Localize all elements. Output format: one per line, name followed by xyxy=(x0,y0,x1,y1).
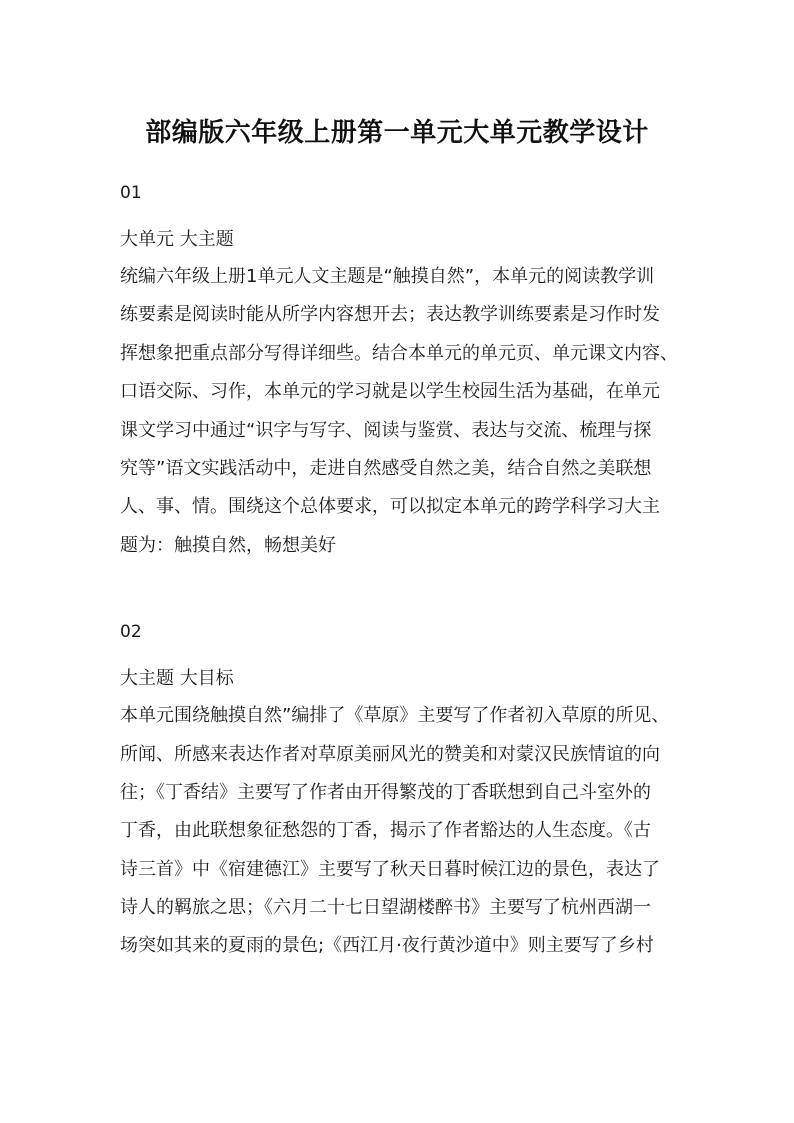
paragraph-line: 口语交际、习作，本单元的学习就是以学生校园生活为基础，在单元 xyxy=(120,381,660,403)
paragraph-line: 诗人的羁旅之思；《六月二十七日望湖楼醉书》主要写了杭州西湖一 xyxy=(120,897,651,919)
document-body xyxy=(120,178,680,966)
section-paragraph xyxy=(120,258,680,565)
section-spacer xyxy=(120,565,680,617)
document-title: 部编版六年级上册第一单元大单元教学设计 xyxy=(145,118,649,148)
paragraph-line: 人、事、情。围绕这个总体要求，可以拟定本单元的跨学科学习大主 xyxy=(120,496,660,518)
paragraph-line: 本单元围绕触摸自然”编排了《草原》主要写了作者初入草原的所见、 xyxy=(120,705,670,727)
paragraph-line: 题为：触摸自然，畅想美好 xyxy=(120,534,336,556)
paragraph-line: 所闻、所感来表达作者对草原美丽风光的赞美和对蒙汉民族情谊的向 xyxy=(120,743,660,765)
section-heading: 大主题 大目标 xyxy=(120,668,234,690)
paragraph-line: 课文学习中通过“识字与写字、阅读与鉴赏、表达与交流、梳理与探 xyxy=(120,419,652,441)
paragraph-line: 练要素是阅读时能从所学内容想开去；表达教学训练要素是习作时发 xyxy=(120,304,660,326)
section-number: 01 xyxy=(120,183,142,203)
paragraph-line: 挥想象把重点部分写得详细些。结合本单元的单元页、单元课文内容、 xyxy=(120,342,678,364)
section-01 xyxy=(120,178,680,565)
paragraph-line: 究等”语文实践活动中，走进自然感受自然之美，结合自然之美联想 xyxy=(120,457,652,479)
section-number: 02 xyxy=(120,622,142,643)
paragraph-line: 统编六年级上册1单元人文主题是“触摸自然”，本单元的阅读教学训 xyxy=(120,266,655,287)
section-02 xyxy=(120,617,680,966)
paragraph-line: 往；《丁香结》主要写了作者由开得繁茂的丁香联想到自己斗室外的 xyxy=(120,781,651,803)
paragraph-line: 场突如其来的夏雨的景色;《西江月·夜行黄沙道中》则主要写了乡村 xyxy=(120,935,654,957)
section-paragraph xyxy=(120,697,680,966)
section-heading: 大单元 大主题 xyxy=(120,229,234,250)
paragraph-line: 丁香，由此联想象征愁怨的丁香，揭示了作者豁达的人生态度。《古 xyxy=(120,820,651,842)
paragraph-line: 诗三首》中《宿建德江》主要写了秋天日暮时候江边的景色，表达了 xyxy=(120,858,660,880)
